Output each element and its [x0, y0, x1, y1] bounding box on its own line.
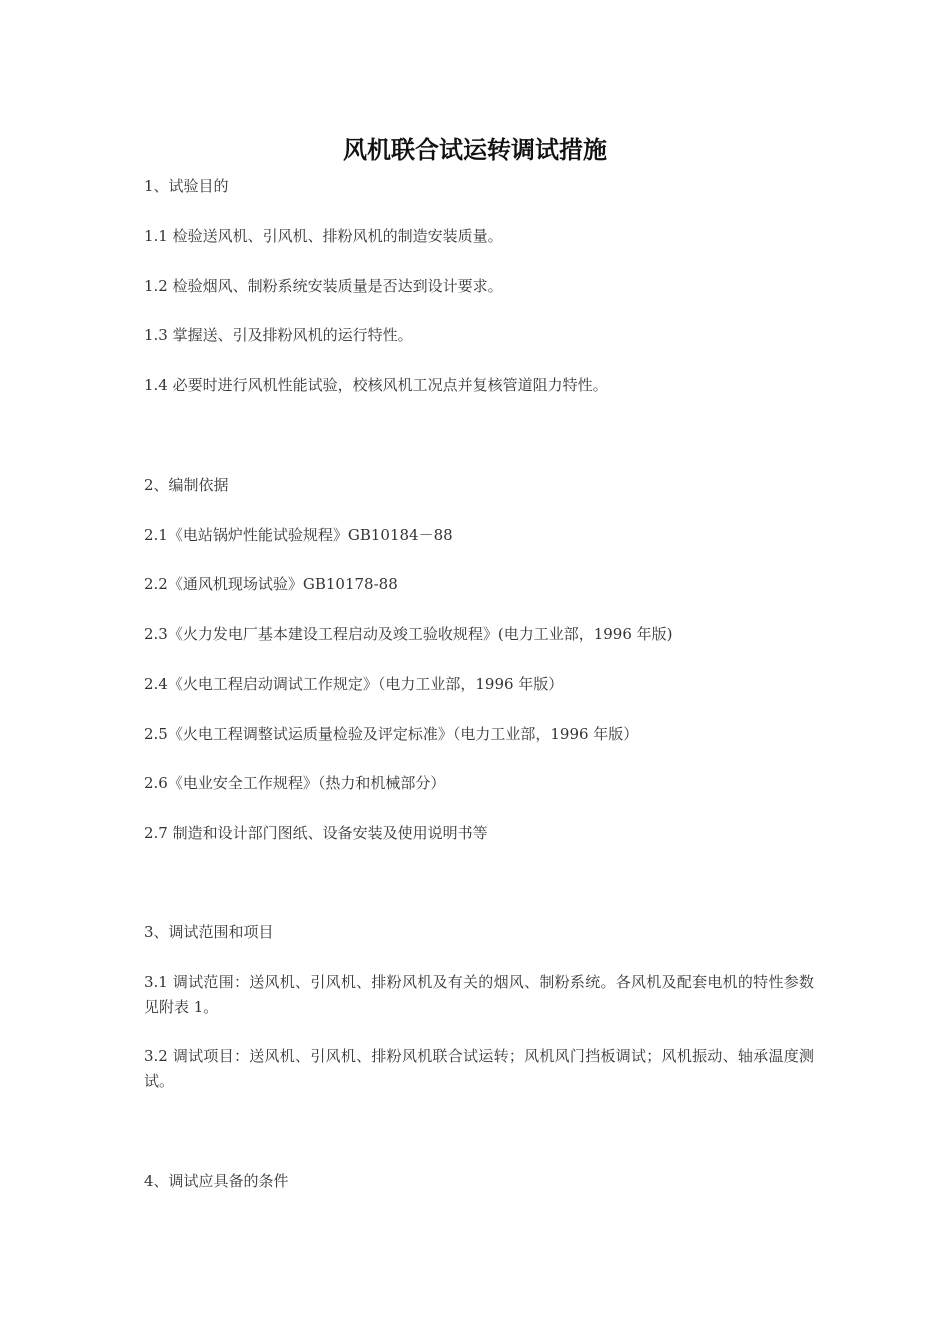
paragraph-2-2: 2.2《通风机现场试验》GB10178-88: [144, 575, 398, 593]
paragraph-2-1: 2.1《电站锅炉性能试验规程》GB10184－88: [144, 526, 453, 544]
paragraph-3-2: 3.2 调试项目：送风机、引风机、排粉风机联合试运转；风机风门挡板调试；风机振动、轴承温度测试。: [144, 1047, 814, 1090]
paragraph-2-6: 2.6《电业安全工作规程》（热力和机械部分）: [144, 774, 446, 792]
paragraph-2-5: 2.5《火电工程调整试运质量检验及评定标准》（电力工业部，1996 年版）: [144, 725, 639, 743]
section-heading-1: 1、试验目的: [144, 177, 229, 195]
paragraph-1-1: 1.1 检验送风机、引风机、排粉风机的制造安装质量。: [144, 227, 503, 245]
paragraph-1-2: 1.2 检验烟风、制粉系统安装质量是否达到设计要求。: [144, 277, 503, 295]
document-title: 风机联合试运转调试措施: [343, 135, 607, 164]
paragraph-2-7: 2.7 制造和设计部门图纸、设备安装及使用说明书等: [144, 824, 488, 842]
section-heading-3: 3、调试范围和项目: [144, 923, 274, 941]
section-heading-4: 4、调试应具备的条件: [144, 1172, 289, 1190]
paragraph-1-4: 1.4 必要时进行风机性能试验，校核风机工况点并复核管道阻力特性。: [144, 376, 608, 394]
paragraph-3-1: 3.1 调试范围：送风机、引风机、排粉风机及有关的烟风、制粉系统。各风机及配套电机的特性参数见附表 1。: [144, 973, 814, 1016]
paragraph-1-3: 1.3 掌握送、引及排粉风机的运行特性。: [144, 326, 413, 344]
paragraph-2-3: 2.3《火力发电厂基本建设工程启动及竣工验收规程》(电力工业部，1996 年版): [144, 625, 673, 643]
section-heading-2: 2、编制依据: [144, 476, 229, 494]
paragraph-2-4: 2.4《火电工程启动调试工作规定》（电力工业部，1996 年版）: [144, 675, 564, 693]
